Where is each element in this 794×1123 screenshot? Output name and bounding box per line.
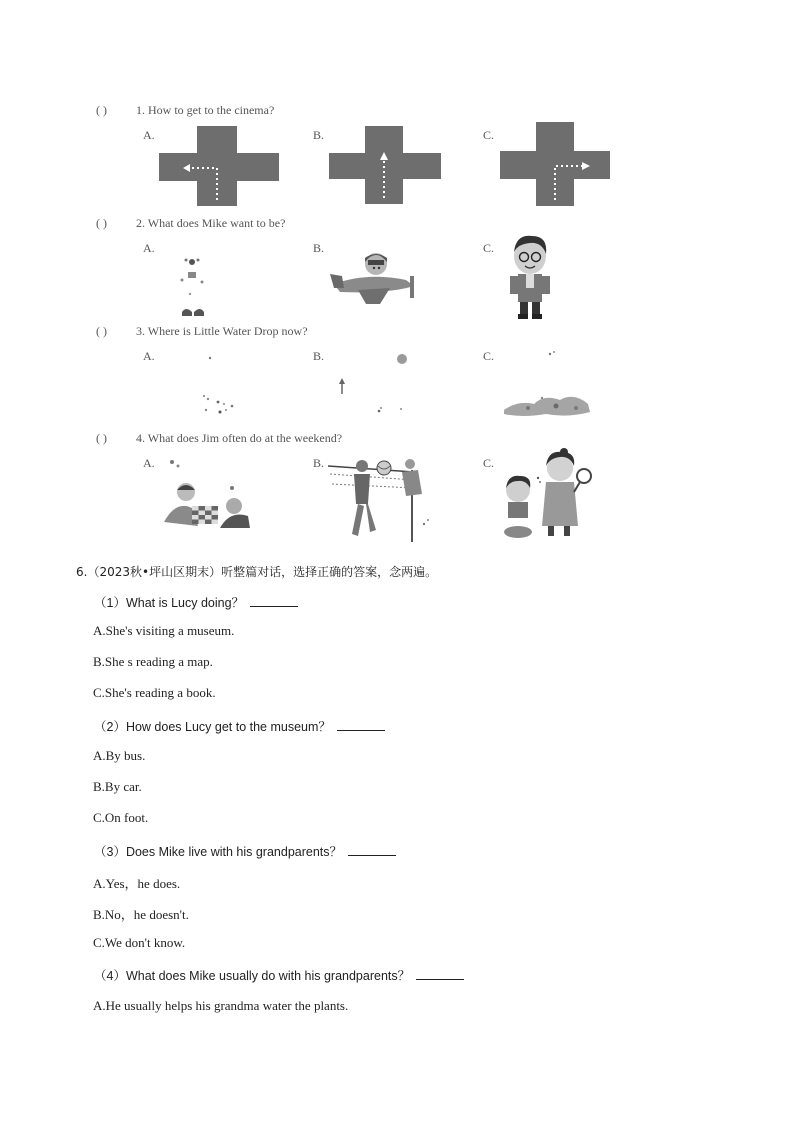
answer-option[interactable]: A.Yes，he does. bbox=[93, 876, 181, 891]
q4-option-a-label: A. bbox=[143, 456, 155, 470]
q4-option-c-label: C. bbox=[483, 456, 495, 470]
answer-blank[interactable] bbox=[416, 968, 464, 980]
answer-paren: ( ) bbox=[96, 103, 107, 117]
question-4-text: 4. What does Jim often do at the weekend? bbox=[136, 431, 343, 445]
answer-paren: ( ) bbox=[96, 216, 107, 230]
crossroad-go-straight-picture[interactable] bbox=[329, 126, 441, 204]
answer-blank[interactable] bbox=[348, 844, 396, 856]
answer-option[interactable]: A.He usually helps his grandma water the plants. bbox=[93, 998, 349, 1013]
q1-option-c-label: C. bbox=[483, 128, 495, 142]
q1-option-a-label: A. bbox=[143, 128, 155, 142]
sub-question-1-text: （1）What is Lucy doing？ bbox=[94, 596, 245, 610]
question-1-text: 1. How to get to the cinema? bbox=[136, 103, 275, 117]
sub-question-4 bbox=[94, 966, 464, 984]
answer-option[interactable]: C.She's reading a book. bbox=[93, 685, 216, 700]
question-2 bbox=[96, 216, 285, 231]
q3-option-a-label: A. bbox=[143, 349, 155, 363]
pilot-goggles bbox=[368, 260, 384, 265]
plane-wing bbox=[358, 288, 390, 304]
faint-person-picture[interactable] bbox=[172, 250, 214, 318]
water-drop-scene-c-picture[interactable] bbox=[498, 348, 594, 420]
answer-blank[interactable] bbox=[337, 719, 385, 731]
answer-paren: ( ) bbox=[96, 431, 107, 445]
answer-option[interactable]: B.She s reading a map. bbox=[93, 654, 213, 669]
sub-question-3-text: （3）Does Mike live with his grandparents？ bbox=[94, 845, 343, 859]
answer-option[interactable]: A.She's visiting a museum. bbox=[93, 623, 235, 638]
question-3-text: 3. Where is Little Water Drop now? bbox=[136, 324, 308, 338]
pilot-airplane-picture[interactable] bbox=[328, 250, 422, 306]
boy-body bbox=[508, 502, 528, 518]
player-left-head bbox=[356, 460, 368, 472]
family-shopping-picture[interactable] bbox=[500, 448, 592, 540]
answer-option[interactable]: A.By bus. bbox=[93, 748, 146, 763]
volleyball-icon bbox=[377, 461, 391, 475]
q3-option-b-label: B. bbox=[313, 349, 325, 363]
question-1 bbox=[96, 103, 274, 118]
arrow-up-icon bbox=[339, 378, 345, 384]
answer-paren: ( ) bbox=[96, 324, 107, 338]
plane-tail bbox=[330, 274, 344, 288]
answer-option[interactable]: C.On foot. bbox=[93, 810, 149, 825]
section-6-title: 6.（2023秋•坪山区期末）听整篇对话，选择正确的答案，念两遍。 bbox=[76, 565, 438, 579]
player-left-body bbox=[354, 474, 370, 504]
answer-option[interactable]: C.We don't know. bbox=[93, 935, 186, 950]
sub-question-4-text: （4）What does Mike usually do with his grandparents？ bbox=[94, 969, 411, 983]
sub-question-3 bbox=[94, 842, 396, 860]
q1-option-b-label: B. bbox=[313, 128, 325, 142]
q2-option-b-label: B. bbox=[313, 241, 325, 255]
teacher-man-picture[interactable] bbox=[506, 234, 556, 320]
answer-blank[interactable] bbox=[250, 595, 298, 607]
question-2-text: 2. What does Mike want to be? bbox=[136, 216, 286, 230]
crossroad-turn-left-picture[interactable] bbox=[159, 126, 279, 206]
playing-chess-picture[interactable] bbox=[158, 456, 252, 532]
answer-option[interactable]: B.By car. bbox=[93, 779, 142, 794]
question-3 bbox=[96, 324, 308, 339]
magnifier-icon bbox=[577, 469, 591, 483]
mother-dress bbox=[542, 482, 578, 526]
road-horizontal bbox=[159, 153, 279, 181]
net-top bbox=[328, 466, 414, 472]
q2-option-c-label: C. bbox=[483, 241, 495, 255]
sub-question-1 bbox=[94, 593, 298, 611]
water-drop-scene-b-picture[interactable] bbox=[334, 350, 414, 418]
kid-right-head bbox=[226, 498, 242, 514]
q2-option-a-label: A. bbox=[143, 241, 155, 255]
sub-question-2-text: （2）How does Lucy get to the museum？ bbox=[94, 720, 331, 734]
sub-question-2 bbox=[94, 717, 385, 735]
q4-option-b-label: B. bbox=[313, 456, 325, 470]
playing-volleyball-picture[interactable] bbox=[328, 454, 430, 542]
q3-option-c-label: C. bbox=[483, 349, 495, 363]
sun-icon bbox=[397, 354, 407, 364]
propeller bbox=[410, 276, 414, 298]
crossroad-turn-right-picture[interactable] bbox=[500, 122, 610, 206]
water-drop-scene-a-picture[interactable] bbox=[196, 352, 242, 420]
question-4 bbox=[96, 431, 342, 446]
player-right-head bbox=[405, 459, 415, 469]
player-right-body bbox=[402, 470, 422, 496]
answer-option[interactable]: B.No，he doesn't. bbox=[93, 907, 189, 922]
kid-right-body bbox=[220, 515, 250, 529]
